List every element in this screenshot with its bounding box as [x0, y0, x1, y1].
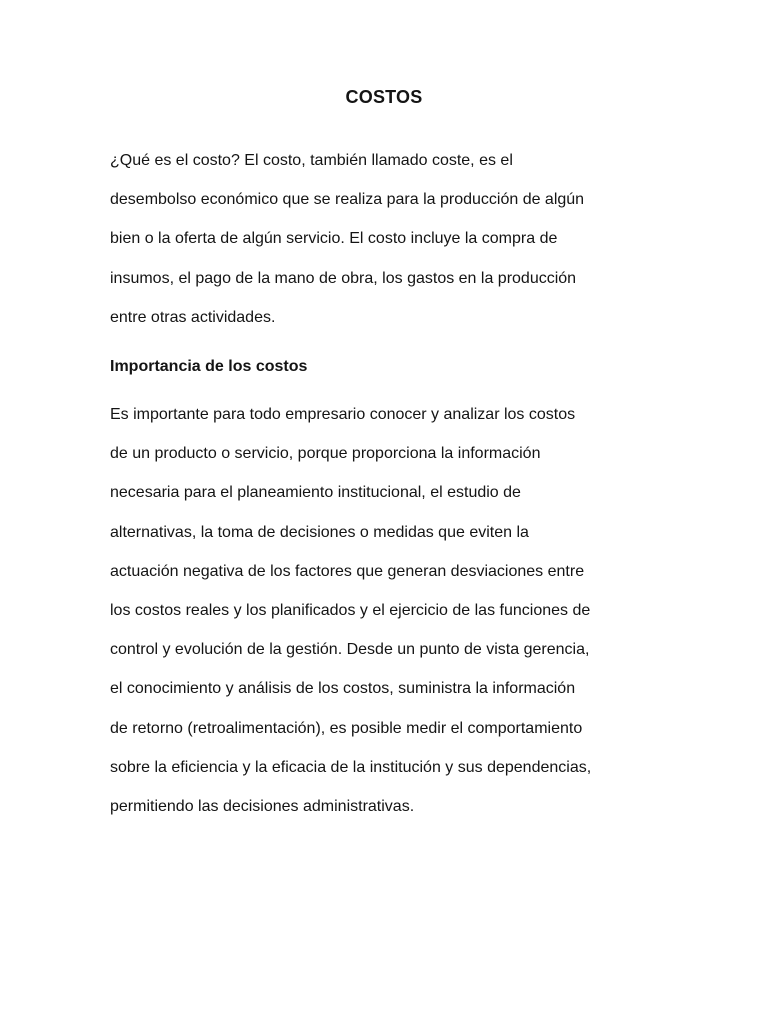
text-line: entre otras actividades. [110, 308, 276, 326]
text-line: los costos reales y los planificados y el ejercicio de las funciones de [110, 601, 591, 619]
text-line: ¿Qué es el costo? El costo, también llamado coste, es el [110, 152, 513, 169]
text-line: insumos, el pago de la mano de obra, los gastos en la producción [110, 269, 577, 287]
section-paragraph [110, 404, 670, 835]
text-line: Es importante para todo empresario conocer y analizar los costos [110, 406, 576, 423]
text-line: desembolso económico que se realiza para la producción de algún [110, 191, 585, 209]
page-title: COSTOS [345, 87, 423, 107]
intro-paragraph [110, 150, 670, 346]
text-line: sobre la eficiencia y la eficacia de la institución y sus dependencias, [110, 758, 592, 776]
section-heading: Importancia de los costos [110, 358, 308, 375]
text-line: necesaria para el planeamiento institucional, el estudio de [110, 484, 521, 502]
text-line: control y evolución de la gestión. Desde un punto de vista gerencia, [110, 641, 590, 659]
text-line: de un producto o servicio, porque proporciona la información [110, 445, 541, 463]
text-line: permitiendo las decisiones administrativas. [110, 797, 415, 815]
text-line: bien o la oferta de algún servicio. El costo incluye la compra de [110, 230, 558, 248]
text-line: actuación negativa de los factores que generan desviaciones entre [110, 562, 585, 580]
text-line: de retorno (retroalimentación), es posible medir el comportamiento [110, 719, 583, 737]
text-line: el conocimiento y análisis de los costos, suministra la información [110, 680, 576, 698]
text-line: alternativas, la toma de decisiones o medidas que eviten la [110, 523, 529, 541]
